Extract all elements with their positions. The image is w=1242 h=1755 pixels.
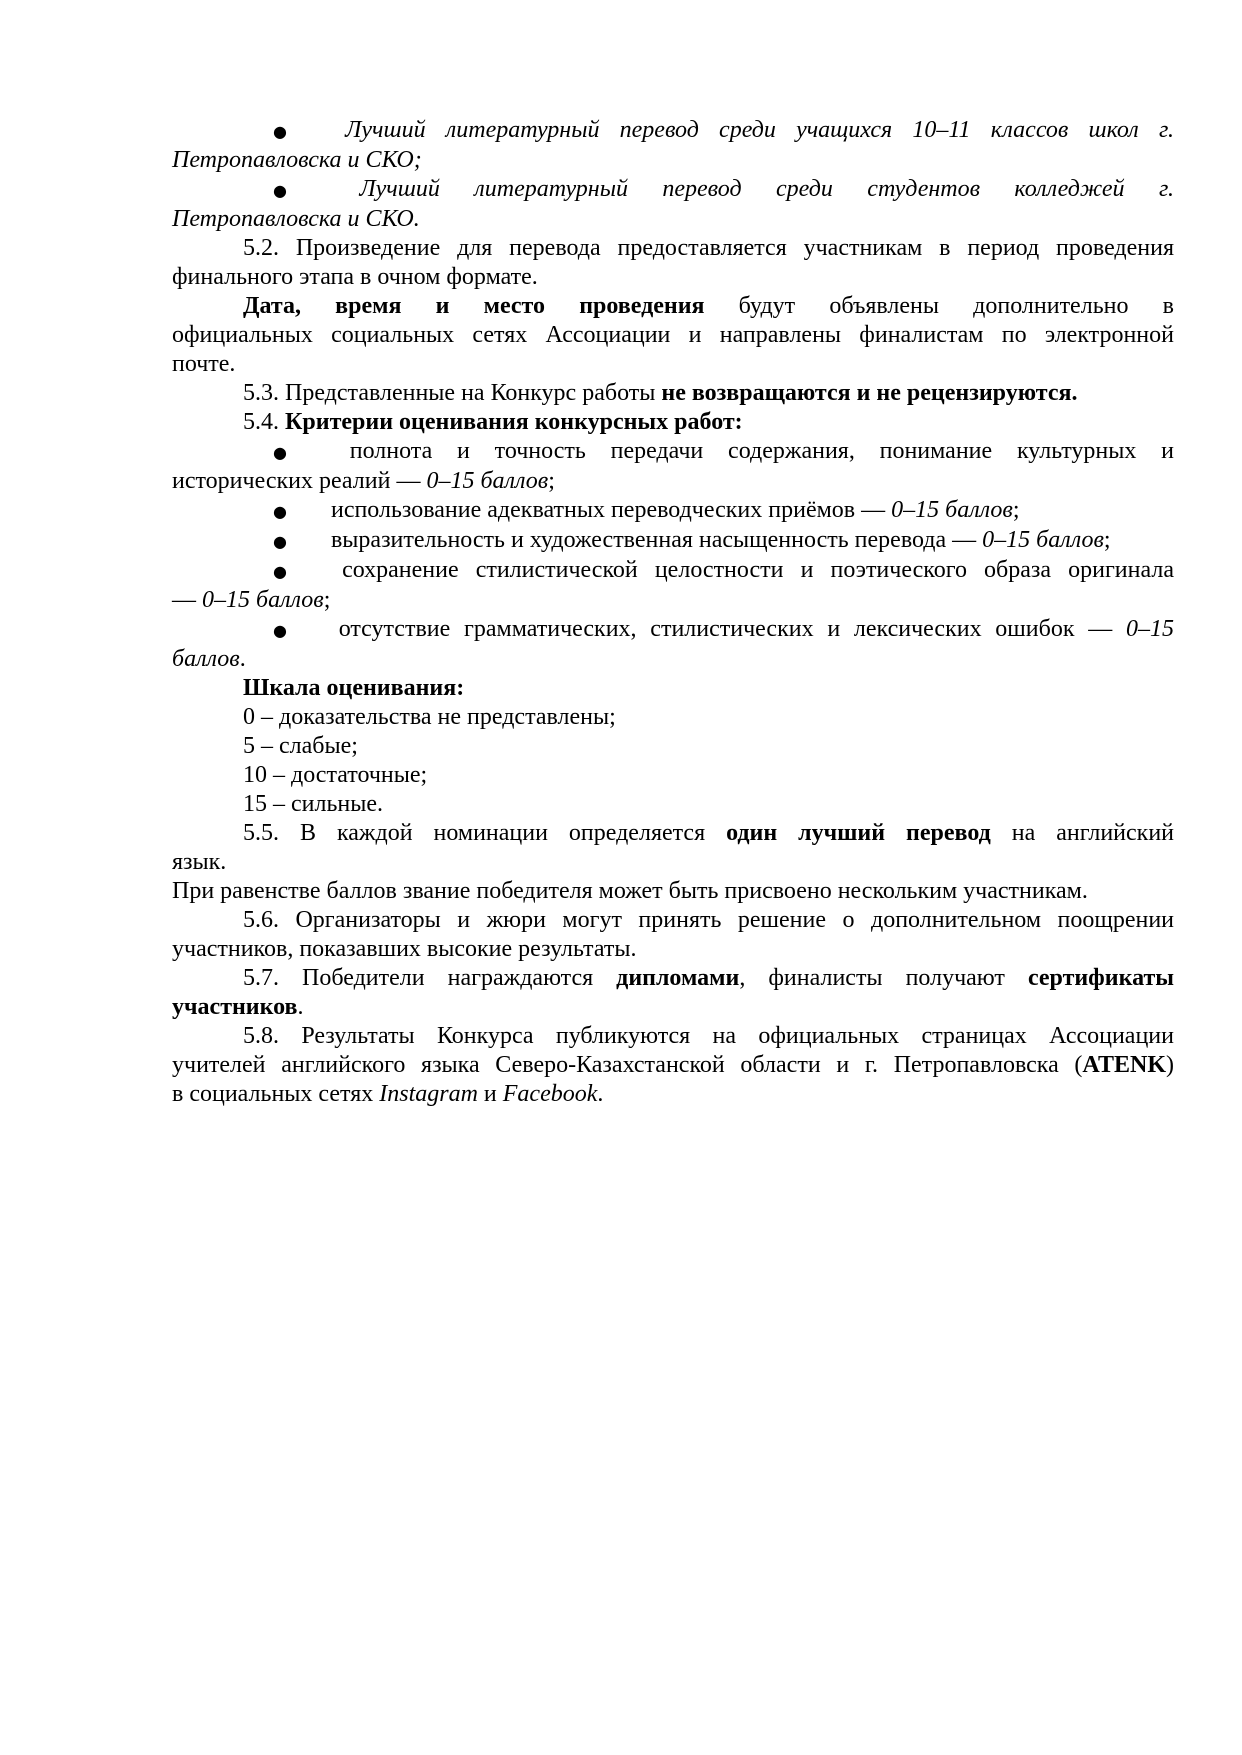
text-run: не возвращаются и не рецензируются.	[661, 380, 1078, 406]
text-run: Критерии оценивания конкурсных работ:	[285, 409, 743, 435]
clause-5-7	[172, 964, 1174, 1022]
text-run: )	[1166, 1052, 1174, 1078]
text-line	[172, 408, 1174, 437]
text-run: Петропавловска и СКО.	[172, 206, 420, 232]
text-run: Дата, время и место проведения	[243, 293, 705, 319]
text-run: 5.2. Произведение для перевода предоставляется участникам в период проведения	[243, 235, 1174, 261]
text-line	[172, 350, 1174, 379]
text-line	[172, 437, 1174, 467]
text-run: Лучший литературный перевод среди учащихся 10–11 классов школ г.	[345, 117, 1174, 143]
text-line	[172, 674, 1174, 703]
bullet-icon: ●	[273, 532, 287, 551]
text-line	[172, 175, 1174, 205]
clause-5-6	[172, 906, 1174, 964]
text-line	[172, 1080, 1174, 1109]
text-run: Instagram	[379, 1081, 478, 1107]
criteria-bullet-techniques	[172, 496, 1174, 526]
text-run: один лучший перевод	[726, 820, 991, 846]
text-line	[172, 263, 1174, 292]
text-line	[172, 526, 1174, 556]
clause-5-5	[172, 819, 1174, 877]
text-run: и	[477, 1081, 503, 1107]
text-run: При равенстве баллов звание победителя может быть присвоено нескольким участникам.	[172, 878, 1088, 904]
text-run: исторических реалий —	[172, 468, 427, 494]
text-run: 5 – слабые;	[243, 733, 358, 759]
text-run: 5.6. Организаторы и жюри могут принять решение о дополнительном поощрении	[243, 907, 1174, 933]
text-line	[172, 819, 1174, 848]
scale-heading	[172, 674, 1174, 703]
text-run: 10 – достаточные;	[243, 762, 428, 788]
text-run: баллов	[172, 646, 240, 672]
text-run: 0 – доказательства не представлены;	[243, 704, 616, 730]
text-line	[172, 496, 1174, 526]
text-line	[172, 645, 1174, 674]
text-line	[172, 292, 1174, 321]
text-run: 0–15 баллов	[202, 587, 324, 613]
text-run: 5.8. Результаты Конкурса публикуются на официальных страницах Ассоциации	[243, 1023, 1174, 1049]
text-run: участников	[172, 994, 298, 1020]
text-line	[172, 321, 1174, 350]
text-run: 0–15	[1126, 616, 1174, 642]
scale-line-10	[172, 761, 1174, 790]
text-line	[172, 848, 1174, 877]
nomination-bullet-schools	[172, 116, 1174, 175]
text-run: учителей английского языка Северо-Казахстанской области и г. Петропавловска (	[172, 1052, 1083, 1078]
text-line	[172, 906, 1174, 935]
text-run: Facebook	[502, 1081, 598, 1107]
text-run: язык.	[172, 849, 227, 875]
criteria-bullet-expressiveness	[172, 526, 1174, 556]
clause-date-time-place	[172, 292, 1174, 379]
text-run: 5.3. Представленные на Конкурс работы	[243, 380, 662, 406]
text-run: ;	[1103, 527, 1111, 553]
text-run: 5.5. В каждой номинации определяется	[243, 820, 727, 846]
text-run: 5.4.	[243, 409, 285, 435]
text-line	[172, 732, 1174, 761]
text-run: .	[239, 646, 246, 672]
criteria-bullet-style	[172, 556, 1174, 615]
text-run: ;	[323, 587, 331, 613]
text-line	[172, 1022, 1174, 1051]
text-run: дипломами	[616, 965, 740, 991]
text-line	[172, 761, 1174, 790]
text-line	[172, 556, 1174, 586]
clause-5-4-heading	[172, 408, 1174, 437]
clause-tie-note	[172, 877, 1174, 906]
text-line	[172, 146, 1174, 175]
text-run: будут объявлены дополнительно в	[704, 293, 1174, 319]
text-line	[172, 234, 1174, 263]
text-run: .	[597, 1081, 604, 1107]
text-line	[172, 586, 1174, 615]
scale-line-5	[172, 732, 1174, 761]
document-body	[172, 116, 1174, 1109]
nomination-bullet-colleges	[172, 175, 1174, 234]
text-run: сертификаты	[1027, 965, 1174, 991]
scale-line-15	[172, 790, 1174, 819]
bullet-icon: ●	[273, 621, 295, 640]
text-line	[172, 877, 1174, 906]
text-line	[172, 703, 1174, 732]
text-run: почте.	[172, 351, 236, 377]
text-line	[172, 467, 1174, 496]
text-run: официальных социальных сетях Ассоциации и направлены финалистам по электронной	[172, 322, 1174, 348]
text-run: Лучший литературный перевод среди студентов колледжей г.	[359, 176, 1174, 202]
text-run: полнота и точность передачи содержания, понимание культурных и	[349, 438, 1174, 464]
text-run: сохранение стилистической целостности и поэтического образа оригинала	[342, 557, 1174, 583]
text-line	[172, 205, 1174, 234]
text-run: 15 – сильные.	[243, 791, 384, 817]
criteria-bullet-completeness	[172, 437, 1174, 496]
text-line	[172, 935, 1174, 964]
text-run: финального этапа в очном формате.	[172, 264, 538, 290]
text-line	[172, 964, 1174, 993]
text-run: —	[172, 587, 202, 613]
text-run: 0–15 баллов	[982, 527, 1104, 553]
text-run: 5.7. Победители награждаются	[243, 965, 617, 991]
text-run: выразительность и художественная насыщенность перевода —	[330, 527, 983, 553]
clause-5-3	[172, 379, 1174, 408]
bullet-icon: ●	[273, 122, 302, 141]
text-run: Петропавловска и СКО;	[172, 147, 422, 173]
bullet-icon: ●	[273, 181, 316, 200]
text-line	[172, 615, 1174, 645]
bullet-icon: ●	[273, 502, 287, 521]
text-run: участников, показавших высокие результаты.	[172, 936, 637, 962]
text-run: ATENK	[1082, 1052, 1166, 1078]
text-run: ;	[1012, 497, 1020, 523]
text-run: , финалисты получают	[739, 965, 1028, 991]
text-run: на английский	[990, 820, 1175, 846]
criteria-bullet-errors	[172, 615, 1174, 674]
text-run: 0–15 баллов	[426, 468, 549, 494]
clause-5-8	[172, 1022, 1174, 1109]
text-line	[172, 379, 1174, 408]
bullet-icon: ●	[273, 443, 306, 462]
text-line	[172, 790, 1174, 819]
text-line	[172, 1051, 1174, 1080]
text-line	[172, 116, 1174, 146]
text-run: Шкала оценивания:	[243, 675, 465, 701]
text-run: использование адекватных переводческих приёмов —	[330, 497, 892, 523]
text-run: отсутствие грамматических, стилистических и лексических ошибок —	[338, 616, 1126, 642]
text-line	[172, 993, 1174, 1022]
text-run: .	[297, 994, 304, 1020]
text-run: в социальных сетях	[172, 1081, 380, 1107]
text-run: ;	[548, 468, 555, 494]
scale-line-0	[172, 703, 1174, 732]
bullet-icon: ●	[273, 562, 299, 581]
text-run: 0–15 баллов	[891, 497, 1013, 523]
clause-5-2	[172, 234, 1174, 292]
